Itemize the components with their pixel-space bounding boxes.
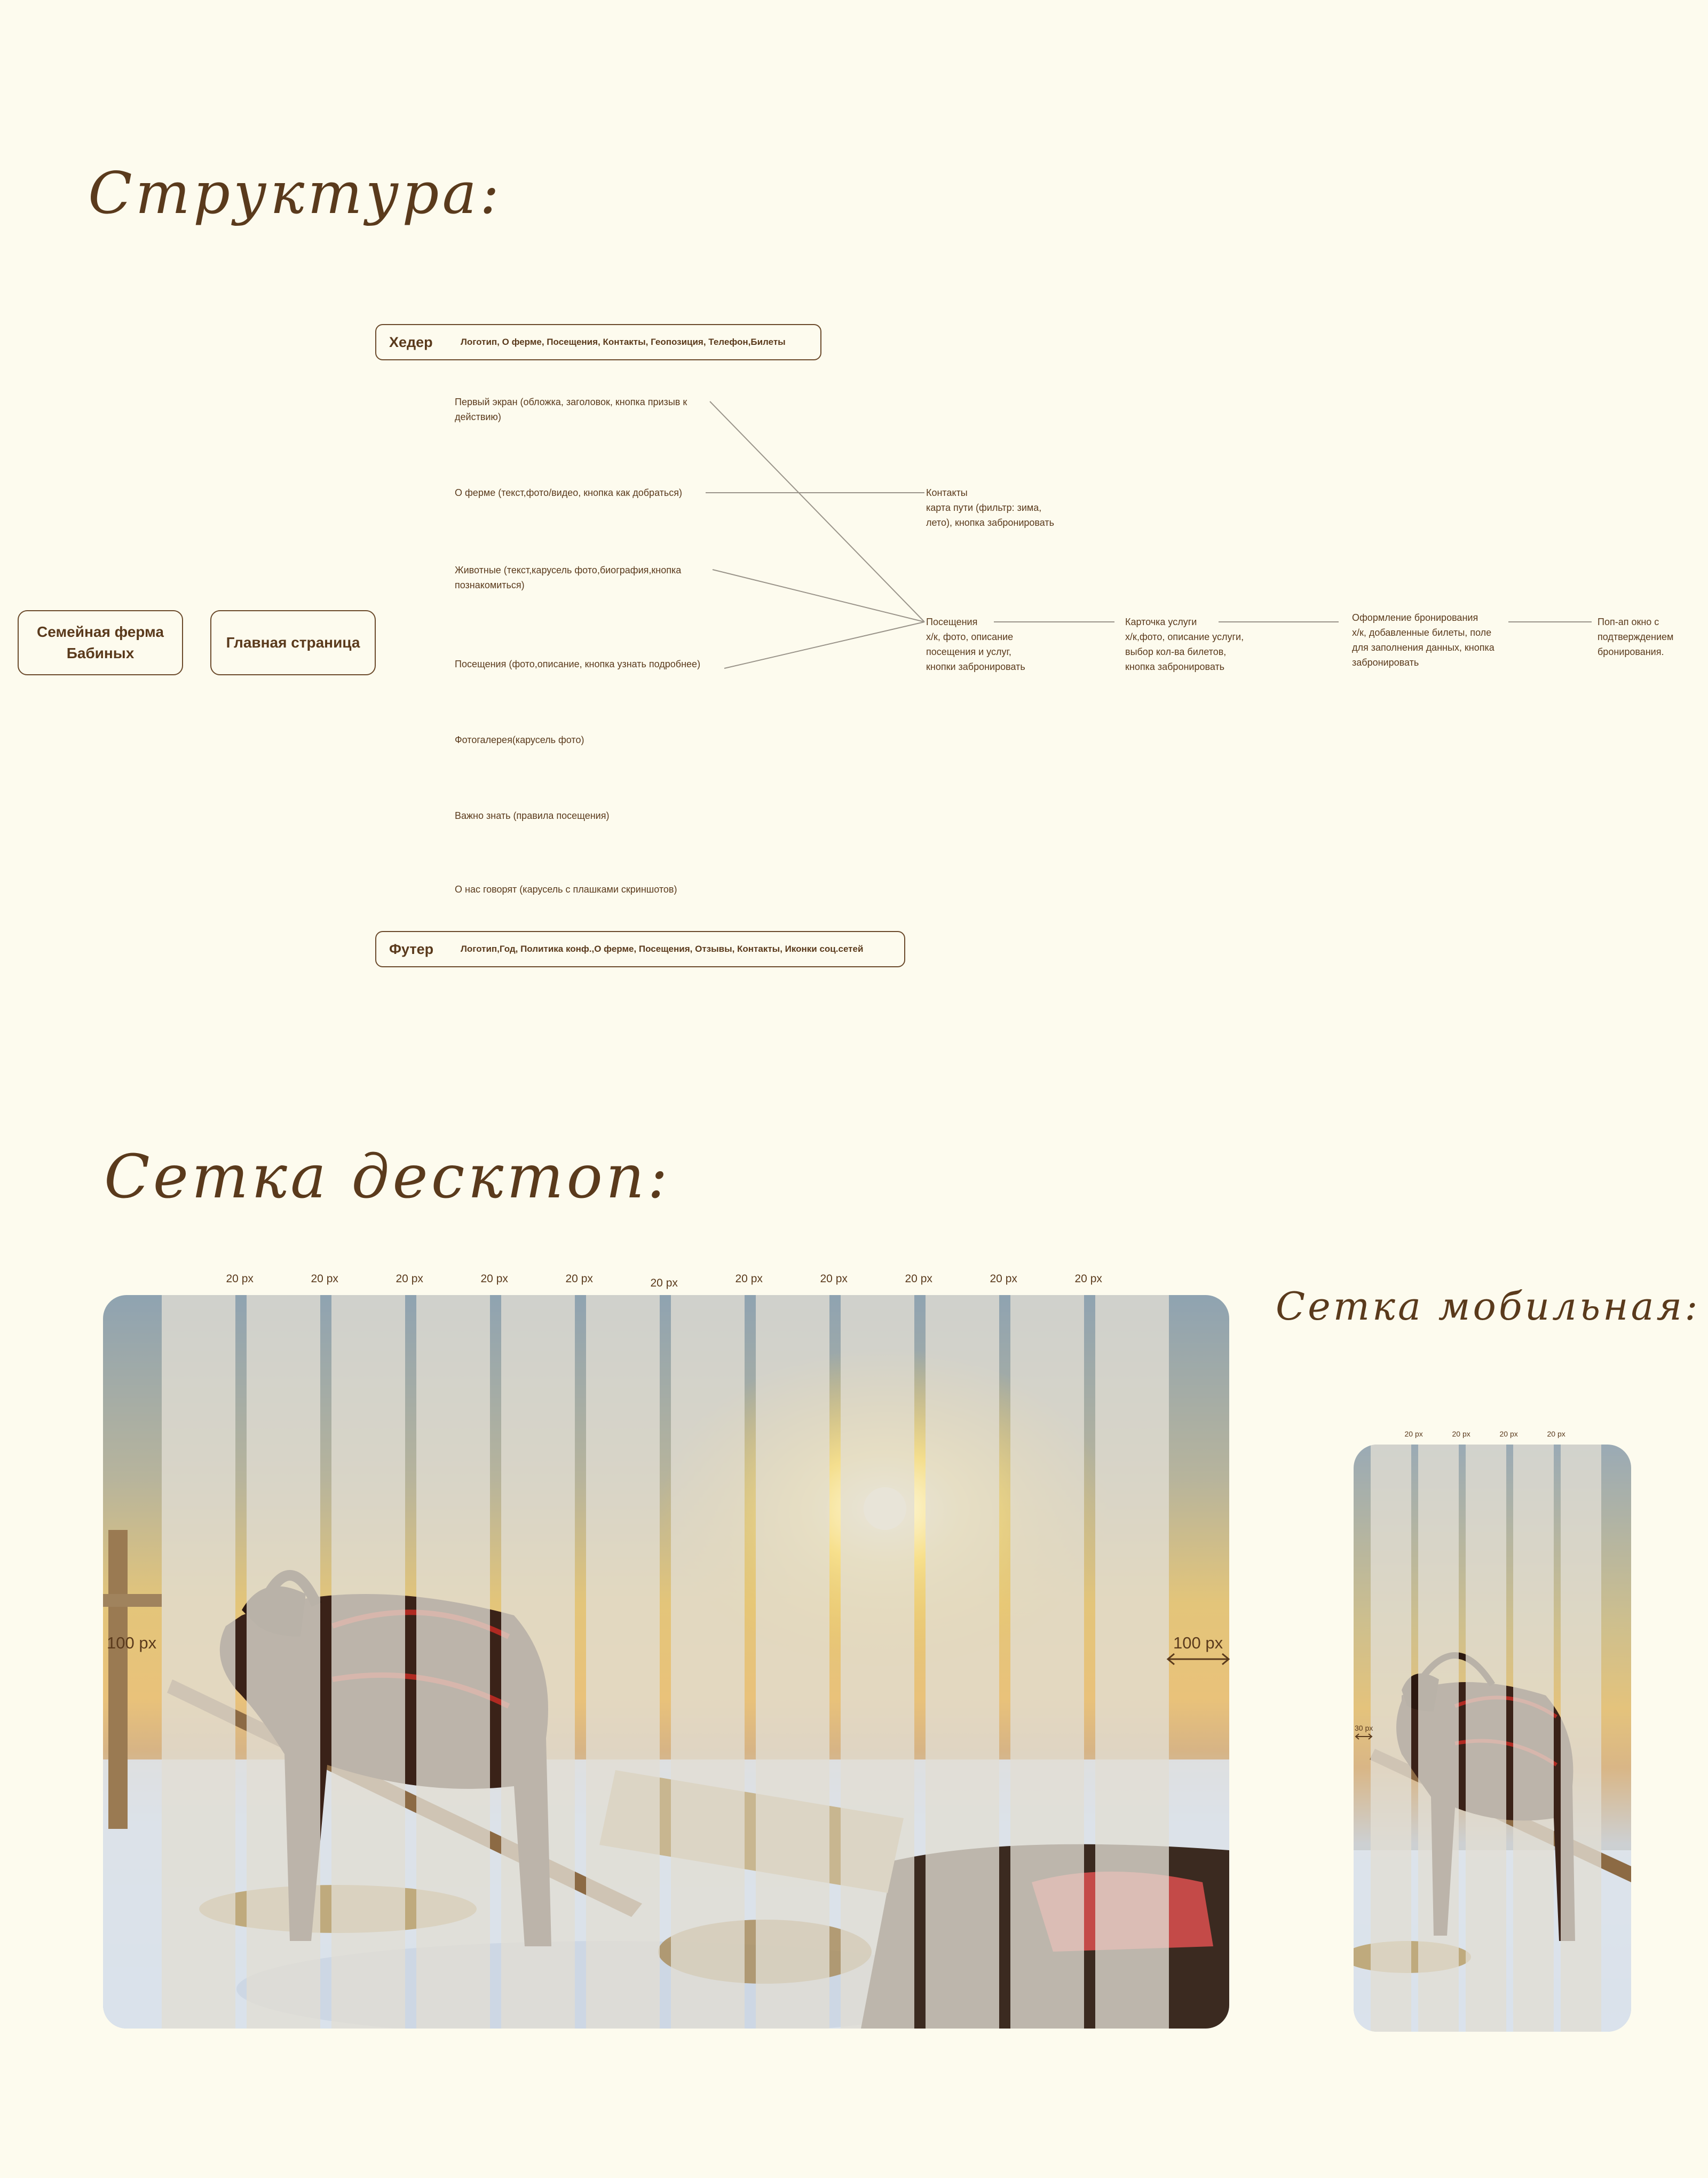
desktop-gap-label: 20 px <box>565 1273 593 1285</box>
section-first-screen: Первый экран (обложка, заголовок, кнопка призыв к действию) <box>455 397 687 422</box>
mobile-grid-title: Сетка мобильная: <box>1276 1284 1701 1329</box>
desktop-gap-label: 20 px <box>905 1273 932 1285</box>
desktop-grid-column <box>416 1295 490 2029</box>
desktop-grid-column <box>162 1295 235 2029</box>
mobile-grid-column <box>1466 1445 1506 2032</box>
flow-service-card-node: Карточка услуги х/к,фото, описание услуги, выбор кол-ва билетов, кнопка забронировать <box>1125 617 1244 672</box>
section-visits: Посещения (фото,описание, кнопка узнать подробнее) <box>455 659 701 669</box>
desktop-margin-left-label: 100 px <box>107 1634 157 1652</box>
desktop-gap-label: 20 px <box>311 1273 338 1285</box>
flow-visits-node: Посещения х/к, фото, описание посещения и услуг, кнопки забронировать <box>926 617 1025 672</box>
desktop-grid-column <box>331 1295 405 2029</box>
desktop-grid-column <box>926 1295 999 2029</box>
desktop-gap-label: 20 px <box>1074 1273 1102 1285</box>
connector-lines <box>0 0 1708 1068</box>
desktop-grid-column <box>756 1295 829 2029</box>
desktop-gap-label: 20 px <box>990 1273 1017 1285</box>
desktop-grid-column <box>247 1295 320 2029</box>
desktop-grid-frame <box>103 1295 1229 2029</box>
desktop-gap-label: 20 px <box>650 1277 678 1289</box>
section-reviews: О нас говорят (карусель с плашками скриншотов) <box>455 884 677 895</box>
mobile-gap-label: 20 px <box>1452 1430 1470 1438</box>
desktop-grid-column <box>1095 1295 1169 2029</box>
contacts-node: Контакты карта пути (фильтр: зима, лето), кнопка забронировать <box>926 487 1055 528</box>
header-title: Хедер <box>389 334 433 350</box>
line-first-screen <box>710 401 924 622</box>
footer-node <box>375 931 905 967</box>
header-text: Логотип, О ферме, Посещения, Контакты, Геопозиция, Телефон,Билеты <box>461 337 786 347</box>
desktop-gap-label: 20 px <box>820 1273 848 1285</box>
mobile-gap-label: 20 px <box>1499 1430 1518 1438</box>
mobile-grid-column <box>1513 1445 1554 2032</box>
mobile-grid-column <box>1371 1445 1411 2032</box>
line-animals <box>713 570 924 622</box>
mobile-gap-label: 20 px <box>1404 1430 1423 1438</box>
main-page-node: Главная страница <box>210 610 376 675</box>
desktop-grid-column <box>586 1295 660 2029</box>
desktop-gap-label: 20 px <box>396 1273 423 1285</box>
desktop-grid-column <box>841 1295 914 2029</box>
mobile-margin-label: 30 px <box>1355 1724 1373 1732</box>
mobile-grid-column <box>1418 1445 1459 2032</box>
mobile-gap-label: 20 px <box>1547 1430 1565 1438</box>
flow-popup-node: Поп-ап окно с подтверждением бронирования. <box>1598 617 1674 657</box>
footer-title: Футер <box>389 941 434 957</box>
desktop-gap-label: 20 px <box>226 1273 254 1285</box>
footer-text: Логотип,Год, Политика конф.,О ферме, Посещения, Отзывы, Контакты, Иконки соц.сетей <box>461 944 864 954</box>
root-node: Семейная ферма Бабиных <box>18 610 183 675</box>
mobile-margin-arrow-icon <box>1355 1733 1373 1740</box>
section-important: Важно знать (правила посещения) <box>455 810 610 821</box>
desktop-margin-right-label: 100 px <box>1173 1634 1223 1652</box>
desktop-gap-label: 20 px <box>480 1273 508 1285</box>
section-animals: Животные (текст,карусель фото,биография,кнопка познакомиться) <box>455 565 682 590</box>
header-node <box>375 324 821 360</box>
desktop-grid-title: Сетка десктоп: <box>104 1142 671 1212</box>
desktop-grid-column <box>671 1295 745 2029</box>
line-visits <box>724 622 924 668</box>
desktop-gap-label: 20 px <box>735 1273 763 1285</box>
desktop-grid-column <box>1010 1295 1084 2029</box>
flow-booking-node: Оформление бронирования х/к, добавленные билеты, поле для заполнения данных, кнопка забронировать <box>1352 612 1494 668</box>
mobile-grid-column <box>1561 1445 1601 2032</box>
section-about: О ферме (текст,фото/видео, кнопка как добраться) <box>455 487 683 498</box>
desktop-grid-column <box>501 1295 575 2029</box>
structure-title: Структура: <box>88 160 503 227</box>
desktop-margin-arrow-icon <box>1166 1653 1231 1666</box>
mobile-grid-frame <box>1354 1445 1631 2032</box>
section-gallery: Фотогалерея(карусель фото) <box>455 735 584 745</box>
